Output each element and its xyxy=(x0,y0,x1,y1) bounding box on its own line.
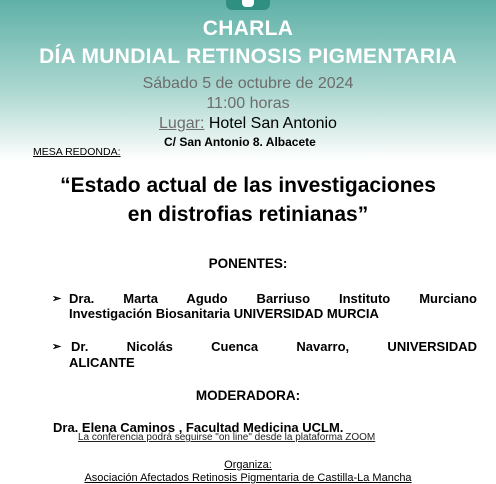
event-type-title: CHARLA xyxy=(202,17,294,40)
speaker-2-line1: Dr. Nicolás Cuenca Navarro, UNIVERSIDAD xyxy=(71,339,477,354)
event-time: 11:00 horas xyxy=(206,95,290,112)
event-place xyxy=(0,115,496,133)
talk-title-line1: “Estado actual de las investigaciones xyxy=(60,174,436,197)
event-main-title: DÍA MUNDIAL RETINOSIS PIGMENTARIA xyxy=(39,45,457,68)
speaker-2-line2: ALICANTE xyxy=(69,355,135,370)
organiza-label: Organiza: xyxy=(224,459,272,471)
speaker-1-line2: Investigación Biosanitaria UNIVERSIDAD MURCIA xyxy=(69,306,379,321)
association-logo xyxy=(226,0,270,10)
mesa-redonda-label: MESA REDONDA: xyxy=(33,146,121,158)
event-date: Sábado 5 de octubre de 2024 xyxy=(142,75,354,92)
moderator-heading: MODERADORA: xyxy=(195,388,301,403)
speakers-heading: PONENTES: xyxy=(208,256,288,271)
organizer-name: Asociación Afectados Retinosis Pigmentaria de Castilla-La Mancha xyxy=(84,472,412,484)
moderator-name: Dra. Elena Caminos , Facultad Medicina UCLM. xyxy=(53,420,344,435)
place-value: Hotel San Antonio xyxy=(204,115,337,132)
talk-title-line2: en distrofias retinianas” xyxy=(127,203,369,226)
place-label: Lugar: xyxy=(159,115,205,132)
speaker-1-line1: Dra. Marta Agudo Barriuso Instituto Murciano xyxy=(69,291,477,306)
online-note: La conferencia podrá seguirse "on line" desde la plataforma ZOOM xyxy=(78,432,376,443)
arrow-bullet-icon: ➢ xyxy=(52,293,62,305)
event-address: C/ San Antonio 8. Albacete xyxy=(164,135,316,149)
arrow-bullet-icon: ➢ xyxy=(52,341,62,353)
